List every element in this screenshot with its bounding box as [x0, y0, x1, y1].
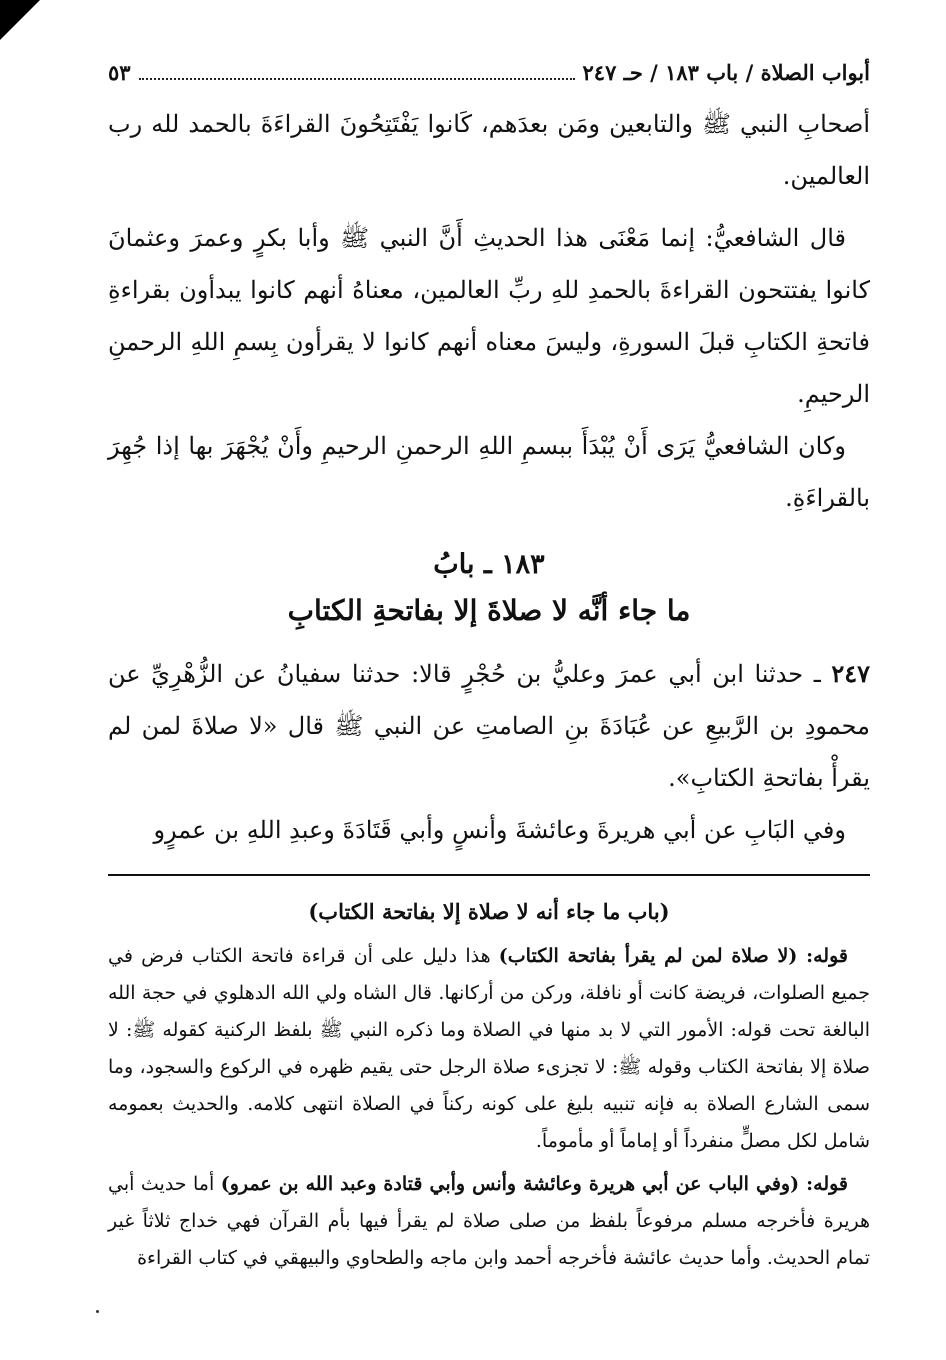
commentary-title: (باب ما جاء أنه لا صلاة إلا بفاتحة الكتاب) [308, 899, 670, 924]
page-number: ٥٣ [108, 60, 131, 85]
header-title: أبواب الصلاة / باب ١٨٣ / حـ ٢٤٧ [582, 60, 870, 85]
footnote-divider [108, 874, 870, 876]
chapter-title: ما جاء أنَّه لا صلاةَ إلا بفاتحةِ الكتابِ [287, 594, 691, 627]
commentary-paragraph-1 [108, 938, 870, 1160]
commentary-1-text: هذا دليل على أن قراءة فاتحة الكتاب فرض في جميع الصلوات، فريضة كانت أو نافلة، وركن من أركانها. قال الشاه ولي الله الدهلوي في حجة الله البالغة تحت قوله: الأمور التي لا بد منها في الصلاة وما ذكره النبي ﷺ بلفظ الركنية كقوله ﷺ: لا صلاة إلا بفاتحة الكتاب وقوله ﷺ: لا تجزىء صلاة الرجل حتى يقيم ظهره في الركوع والسجود، وما سمى الشارع الصلاة به فإنه تنبيه بليغ على كونه ركناً في الصلاة انتهى كلامه. والحديث بعمومه شامل لكل مصلٍّ منفرداً أو إماماً أو مأموماً. [108, 945, 870, 1152]
header-leader-dots [139, 78, 575, 80]
hadith-text: ـ حدثنا ابن أبي عمرَ وعليُّ بن حُجْرٍ قالا: حدثنا سفيانُ عن الزُّهْرِيِّ عن محمودِ بن الرَّبيعِ عن عُبَادَةَ بنِ الصامتِ عن النبي ﷺ قال «لا صلاةَ لمن لم يقرأْ بفاتحةِ الكتابِ». [108, 660, 870, 792]
hadith-number: ٢٤٧ [831, 659, 870, 688]
commentary-2-text: أما حديث أبي هريرة فأخرجه مسلم مرفوعاً بلفظ من صلى صلاة لم يقرأ فيها بأم القرآن فهي خداج ثلاثاً غير تمام الحديث. وأما حديث عائشة فأخرجه أحمد وابن ماجه والطحاوي والبيهقي في كتاب القراءة [108, 1173, 870, 1269]
book-page [108, 60, 870, 1277]
paragraph-3: وكان الشافعيُّ يَرَى أَنْ يُبْدَأَ ببسمِ اللهِ الرحمنِ الرحيمِ وأَنْ يُجْهَرَ بها إذا جُهِرَ بالقراءَةِ. [108, 432, 870, 512]
stray-dot [96, 1310, 99, 1313]
chapter-number: ١٨٣ ـ بابُ [433, 549, 545, 580]
paragraph-2: قال الشافعيُّ: إنما مَعْنَى هذا الحديثِ أَنَّ النبي ﷺ وأبا بكرٍ وعمرَ وعثمانَ كانوا يفتتحون القراءةَ بالحمدِ للهِ ربِّ العالمين، معناهُ أنهم كانوا يبدأون بقراءةِ فاتحةِ الكتابِ قبلَ السورةِ، وليسَ معناه أنهم كانوا لا يقرأون بِسمِ اللهِ الرحمنِ الرحيمِ. [108, 224, 870, 408]
hadith-bab-line: وفي البَابِ عن أبي هريرةَ وعائشةَ وأنسٍ وأبي قَتَادَةَ وعبدِ اللهِ بن عمرٍو [153, 816, 846, 844]
commentary-paragraph-2 [108, 1166, 870, 1277]
corner-mark [0, 0, 40, 40]
paragraph-1: أصحابِ النبي ﷺ والتابعين ومَن بعدَهم، كَانوا يَفْتَتِحُونَ القراءَةَ بالحمد لله رب العالمين. [108, 110, 871, 190]
running-header [108, 60, 870, 98]
commentary-1-lead: قوله: (لا صلاة لمن لم يقرأ بفاتحة الكتاب) [498, 945, 848, 967]
commentary-2-lead: قوله: (وفي الباب عن أبي هريرة وعائشة وأنس وأبي قتادة وعبد الله بن عمرو) [220, 1173, 849, 1195]
hadith-paragraph [108, 648, 870, 804]
